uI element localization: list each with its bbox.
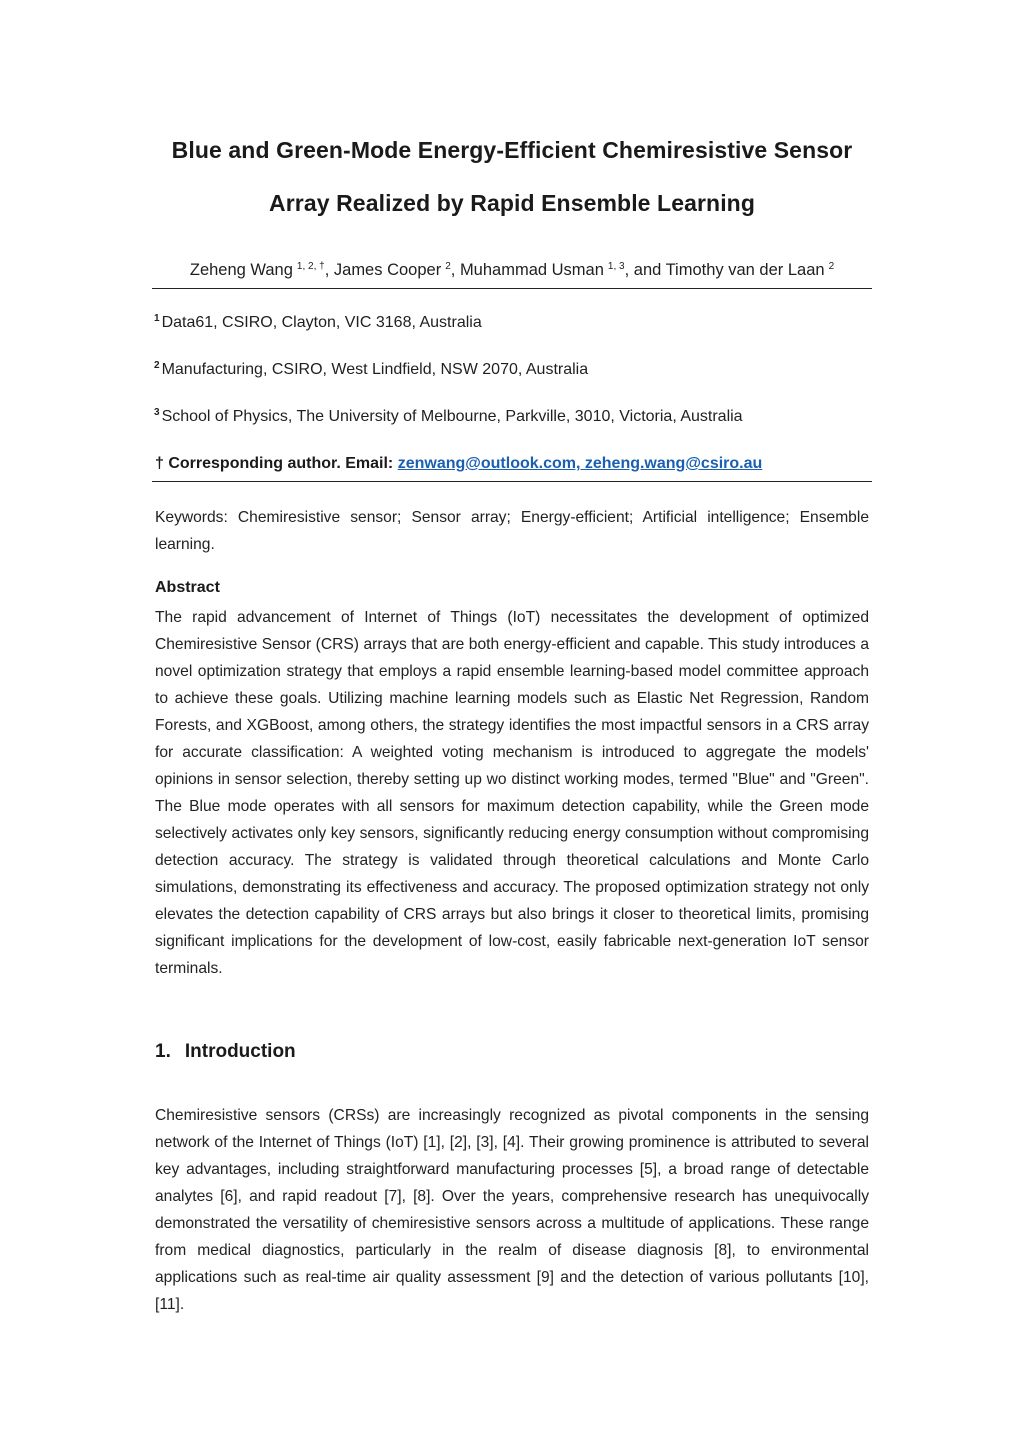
corresponding-author — [155, 455, 762, 473]
author-affiliation-mark: 2 — [828, 261, 835, 272]
affiliation-text: Manufacturing, CSIRO, West Lindfield, NSW 2070, Australia — [161, 361, 589, 378]
section-title: Introduction — [184, 1041, 296, 1062]
paper-title-line-2: Array Realized by Rapid Ensemble Learning — [269, 190, 755, 216]
affiliation-mark: 2 — [154, 360, 160, 371]
affiliation-2 — [154, 360, 588, 379]
header-divider-bottom — [152, 481, 872, 482]
affiliation-1 — [154, 313, 482, 332]
introduction-body: Chemiresistive sensors (CRSs) are increasingly recognized as pivotal components in the sensing network of the Internet of Things (IoT) [1], [2], [3], [4]. Their growing prominence is attributed to several key advantages, including straightforward manufacturing processes [5], a broad range of detectable analytes [6], and rapid readout [7], [8]. Over the years, comprehensive research has unequivocally demonstrated the versatility of chemiresistive sensors across a multitude of applications. These range from medical diagnostics, particularly in the realm of disease diagnosis [8], to environmental applications such as real-time air quality assessment [9] and the detection of various pollutants [10], [11]. — [155, 1107, 869, 1313]
author-affiliation-mark: 2 — [445, 261, 451, 272]
author-affiliation-mark: 1, 3 — [607, 261, 625, 272]
section-heading-introduction — [155, 1041, 296, 1063]
paper-title-line-1: Blue and Green-Mode Energy-Efficient Chemiresistive Sensor — [171, 137, 853, 163]
author-name: Muhammad Usman — [459, 261, 604, 279]
affiliation-text: Data61, CSIRO, Clayton, VIC 3168, Australia — [161, 314, 482, 331]
author-list — [152, 261, 872, 280]
affiliation-mark: 3 — [154, 407, 160, 418]
email-link[interactable]: zenwang@outlook.com, zeheng.wang@csiro.au — [397, 455, 763, 472]
author-separator: , and — [624, 261, 666, 279]
abstract-heading: Abstract — [155, 579, 220, 596]
affiliation-3 — [154, 407, 743, 426]
author-name: Zeheng Wang — [189, 261, 293, 279]
author-separator: , — [450, 261, 460, 279]
corresponding-author-label: † Corresponding author. Email: — [155, 455, 398, 472]
author-name: Timothy van der Laan — [665, 261, 825, 279]
header-divider-top — [152, 288, 872, 289]
affiliation-mark: 1 — [154, 313, 160, 324]
keywords: Keywords: Chemiresistive sensor; Sensor array; Energy-efficient; Artificial intelligence; Ensemble learning. — [155, 509, 869, 553]
affiliation-text: School of Physics, The University of Melbourne, Parkville, 3010, Victoria, Australia — [161, 408, 743, 425]
section-number: 1. — [155, 1041, 171, 1062]
author-affiliation-mark: 1, 2, † — [296, 261, 325, 272]
author-name: James Cooper — [333, 261, 442, 279]
abstract-body: The rapid advancement of Internet of Things (IoT) necessitates the development of optimized Chemiresistive Sensor (CRS) arrays that are both energy-efficient and capable. This study introduces a novel optimization strategy that employs a rapid ensemble learning-based model committee approach to achieve these goals. Utilizing machine learning models such as Elastic Net Regression, Random Forests, and XGBoost, among others, the strategy identifies the most impactful sensors in a CRS array for accurate classification: A weighted voting mechanism is introduced to aggregate the models' opinions in sensor selection, thereby setting up wo distinct working modes, termed "Blue" and "Green". The Blue mode operates with all sensors for maximum detection capability, while the Green mode selectively activates only key sensors, significantly reducing energy consumption without compromising detection accuracy. The strategy is validated through theoretical calculations and Monte Carlo simulations, demonstrating its effectiveness and accuracy. The proposed optimization strategy not only elevates the detection capability of CRS arrays but also brings it closer to theoretical limits, promising significant implications for the development of low-cost, easily fabricable next-generation IoT sensor terminals. — [155, 609, 869, 977]
author-separator: , — [324, 261, 334, 279]
